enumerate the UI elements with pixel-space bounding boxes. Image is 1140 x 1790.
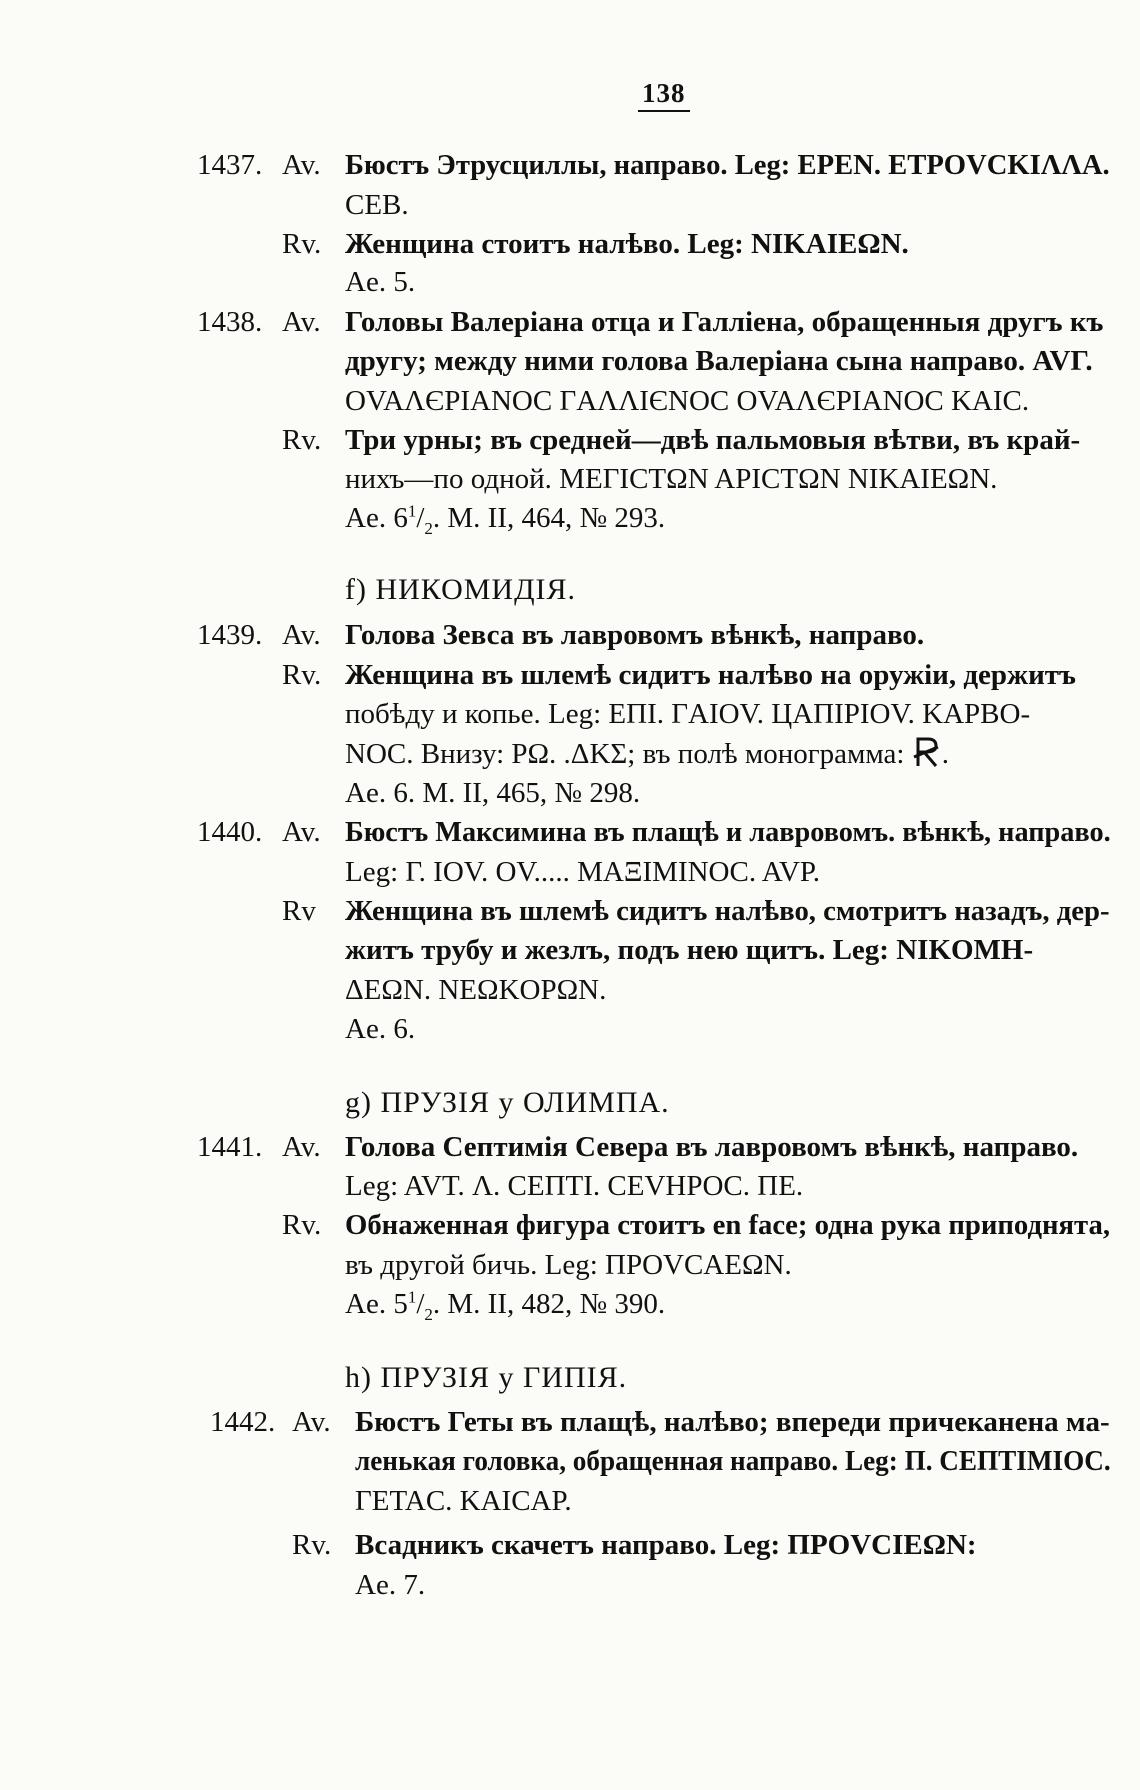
obverse-label: Av. [282, 306, 321, 338]
obverse-text: Бюстъ Максимина въ плащѣ и лавровомъ. вѣнкѣ, направо. [345, 816, 1111, 848]
reverse-text: Женщина стоитъ налѣво. Leg: NIKAIEΩN. [345, 228, 909, 260]
reverse-text: Женщина въ шлемѣ сидитъ налѣво, смотритъ назадъ, дер- [345, 895, 1110, 927]
entry-number: 1438. [197, 306, 263, 338]
obverse-legend: ΓETAC. KAICAP. [355, 1485, 572, 1517]
obverse-text: Голова Зевса въ лавровомъ вѣнкѣ, направо. [345, 619, 925, 651]
obverse-legend: OVAΛЄPIANOC ΓAΛΛIЄNOC OVAΛЄPIANOC KAIC. [345, 385, 1030, 417]
reverse-text: въ другой бичь. Leg: ΠPOVCAEΩN. [345, 1249, 792, 1281]
obverse-text: Бюстъ Геты въ плащѣ, налѣво; впереди причеканена ма- [355, 1406, 1110, 1438]
obverse-text: Голова Септимія Севера въ лавровомъ вѣнкѣ, направо. [345, 1131, 1079, 1163]
section-heading: g) ПРУЗІЯ у ОЛИМПА. [345, 1086, 670, 1119]
reverse-text: Всадникъ скачетъ направо. Leg: ΠPOVCIEΩN: [355, 1529, 977, 1561]
entry-number: 1440. [197, 816, 263, 848]
reverse-label: Rv. [282, 228, 322, 260]
reverse-label: Rv. [282, 424, 322, 456]
reverse-text: NOC. Внизу: PΩ. .ΔKΣ; въ полѣ монограмма: . [345, 735, 949, 778]
page-number: 138 [638, 78, 690, 112]
entry-number: 1439. [197, 619, 263, 651]
obverse-text: Головы Валеріана отца и Галліена, обращенныя другъ къ [345, 306, 1104, 338]
reverse-label: Rv [282, 895, 316, 927]
entry-number: 1442. [210, 1406, 276, 1438]
monogram-icon [912, 735, 942, 778]
metal-size: Ae. $6^1/_2$. M. II, 464, № 293. [345, 501, 666, 538]
obverse-text: CEB. [345, 189, 409, 221]
obverse-legend: Leg: AVT. Λ. CEΠTI. CEVHPOC. ΠE. [345, 1170, 804, 1202]
entry-number: 1441. [197, 1131, 263, 1163]
reverse-legend: ΔEΩN. NEΩKOPΩN. [345, 974, 607, 1006]
obverse-label: Av. [282, 816, 321, 848]
obverse-label: Av. [282, 149, 321, 181]
obverse-label: Av. [282, 1131, 321, 1163]
reverse-label: Rv. [292, 1529, 332, 1561]
reverse-text: Обнаженная фигура стоитъ en face; одна рука приподнята, [345, 1209, 1111, 1241]
obverse-label: Av. [292, 1406, 331, 1438]
obverse-text: ленькая головка, обращенная направо. Leg: Π. CEΠTIMIOC. [355, 1445, 1111, 1477]
metal-size: Ae. $5^1/_2$. M. II, 482, № 390. [345, 1287, 666, 1324]
reverse-label: Rv. [282, 1209, 322, 1241]
obverse-label: Av. [282, 619, 321, 651]
reverse-text: нихъ—по одной. MEΓICTΩN APICTΩN NIKAIEΩN. [345, 463, 998, 495]
obverse-text: другу; между ними голова Валеріана сына направо. AVΓ. [345, 345, 1093, 377]
reverse-text: Женщина въ шлемѣ сидитъ налѣво на оружіи, держитъ [345, 659, 1076, 691]
obverse-text: Бюстъ Этрусциллы, направо. Leg: EPEN. ETPOVCKIΛΛA. [345, 149, 1110, 181]
reverse-text: побѣду и копье. Leg: EΠI. ΓAIOV. ЦAΠIPIOV. KAPBO- [345, 698, 1031, 730]
section-heading: h) ПРУЗІЯ у ГИПІЯ. [345, 1361, 628, 1394]
metal-size: Ae. 6. M. II, 465, № 298. [345, 777, 641, 809]
metal-size: Ae. 7. [355, 1569, 426, 1601]
metal-size: Ae. 5. [345, 266, 416, 298]
reverse-text: Три урны; въ средней—двѣ пальмовыя вѣтви, въ край- [345, 424, 1081, 456]
reverse-label: Rv. [282, 659, 322, 691]
obverse-legend: Leg: Γ. IOV. OV..... MAΞIMINOC. AVP. [345, 856, 821, 888]
metal-size: Ae. 6. [345, 1013, 416, 1045]
entry-number: 1437. [197, 149, 263, 181]
section-heading: f) НИКОМИДІЯ. [345, 573, 577, 606]
reverse-text: житъ трубу и жезлъ, подъ нею щитъ. Leg: NIKOMH- [345, 934, 1034, 966]
